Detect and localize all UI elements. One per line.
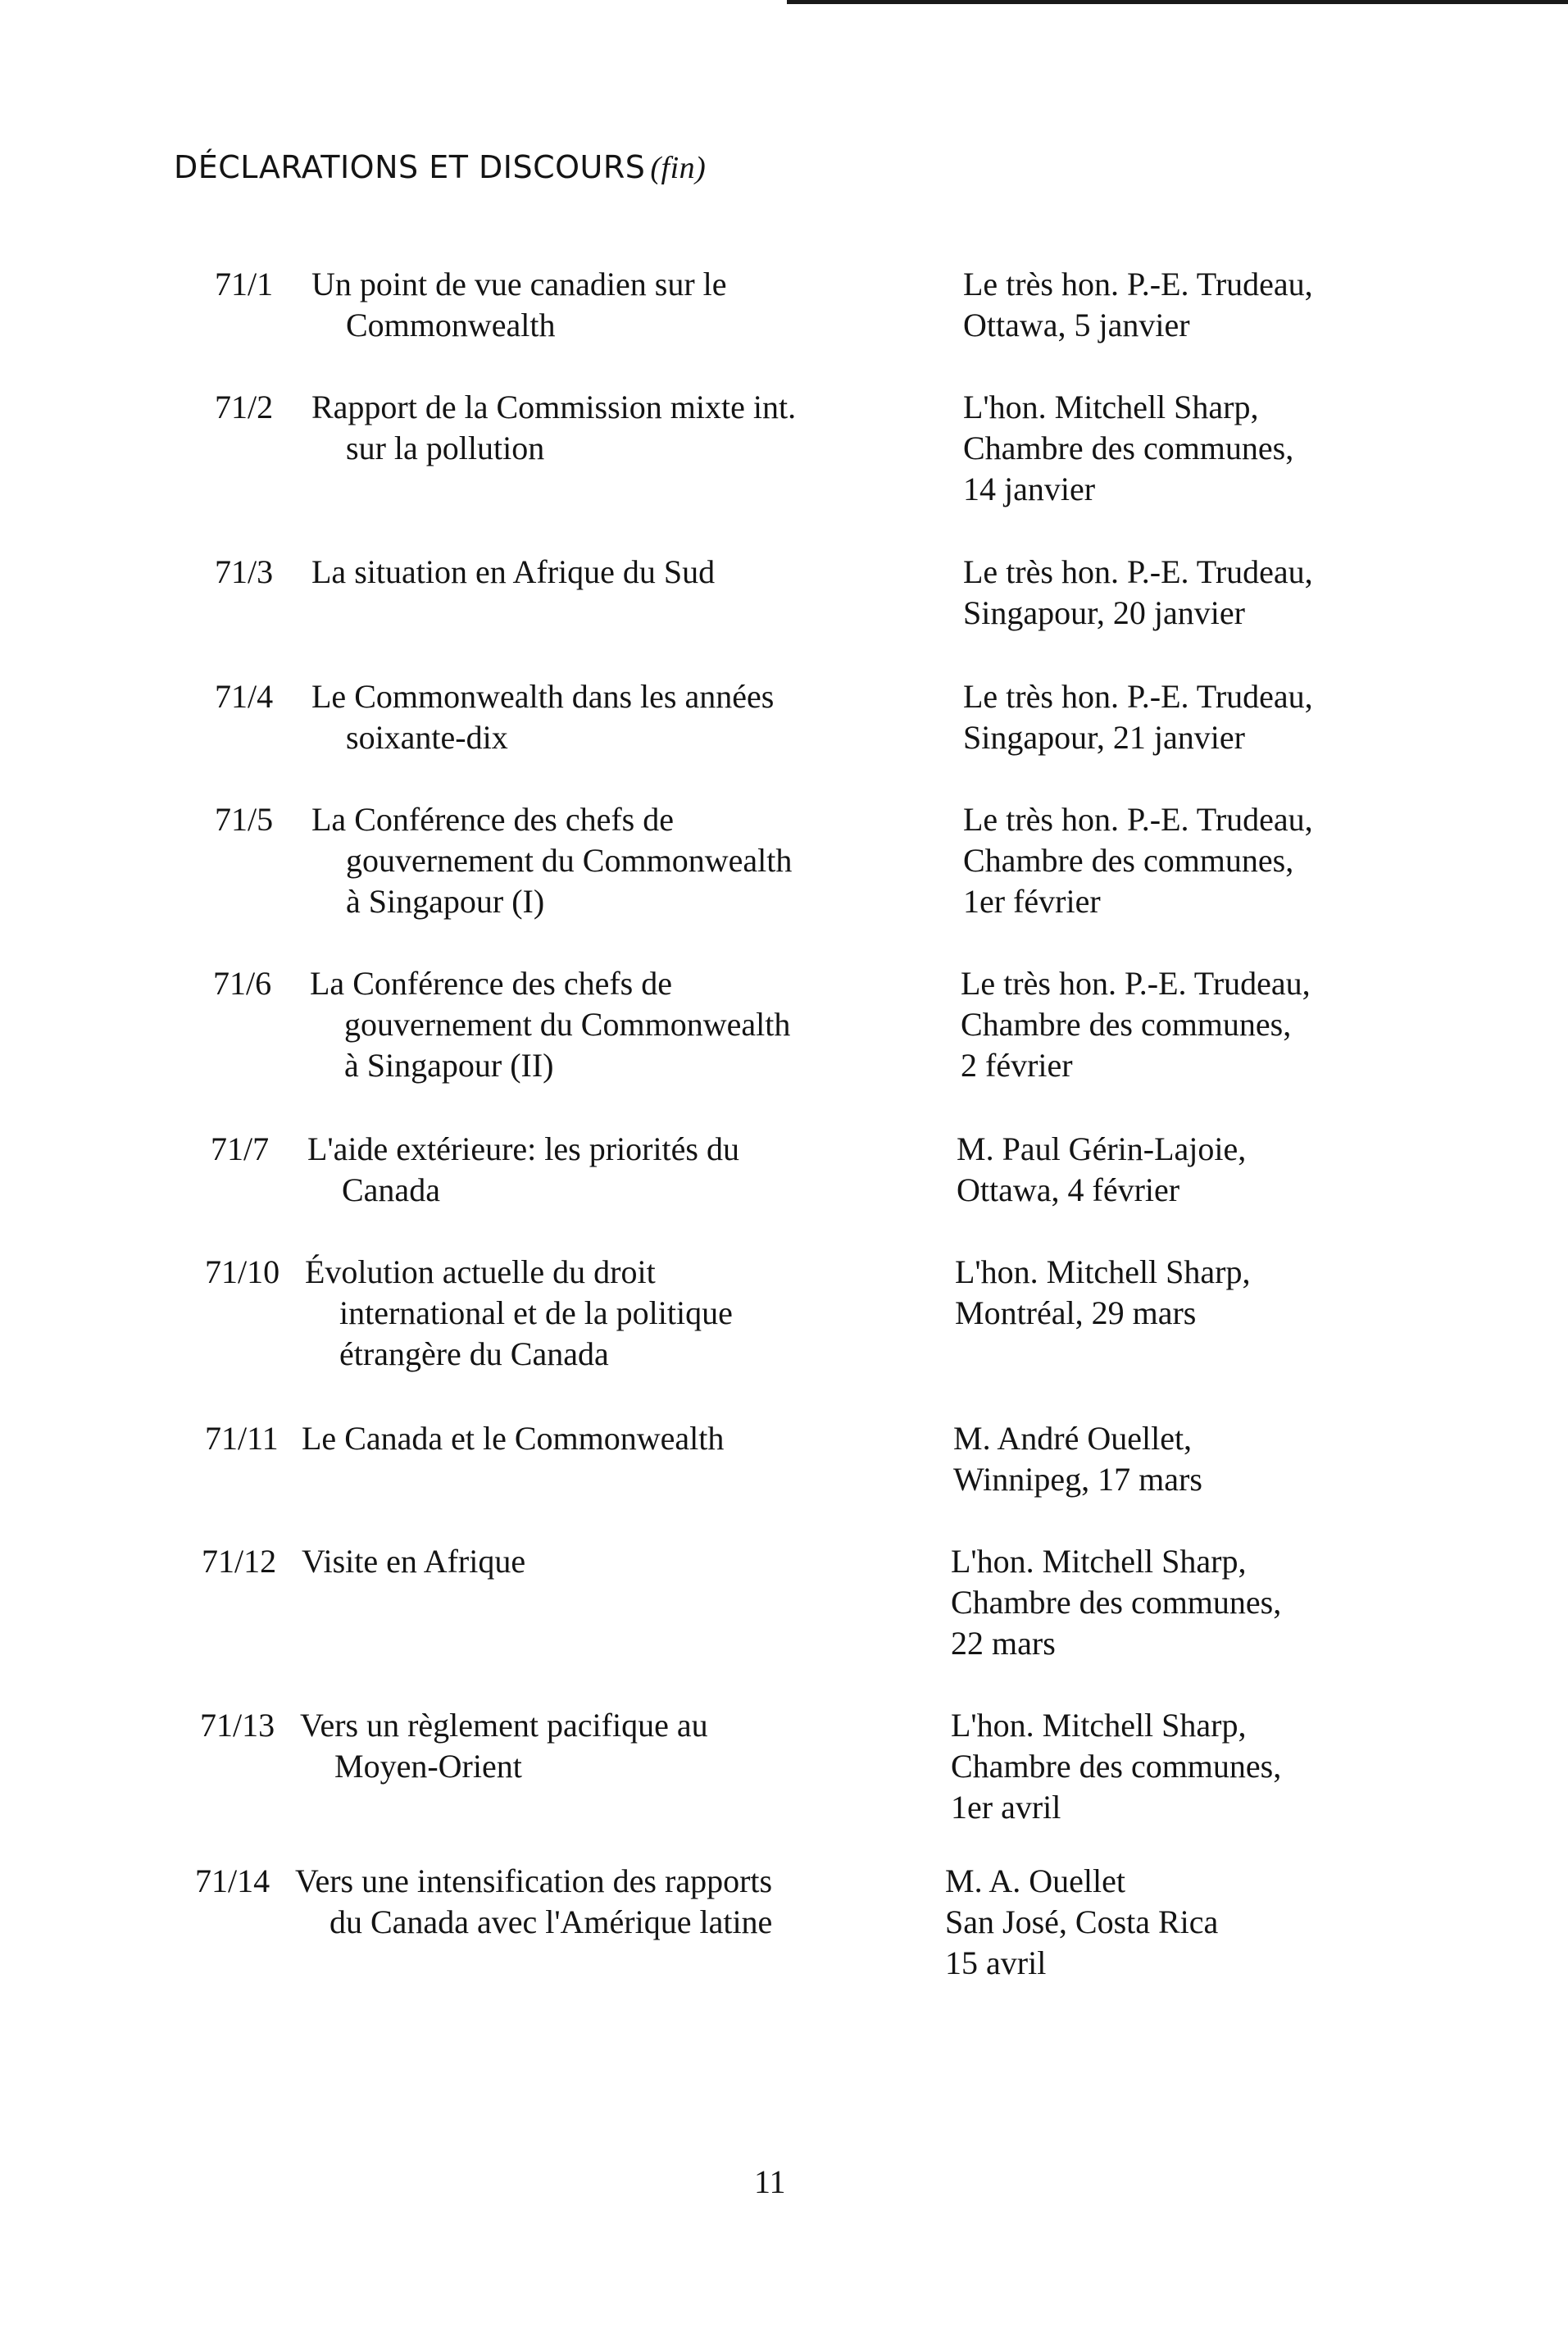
statement-title	[311, 799, 792, 922]
statement-speaker	[963, 387, 1293, 510]
statement-speaker-line: M. A. Ouellet	[945, 1862, 1125, 1899]
statement-number: 71/14	[195, 1862, 270, 1899]
statement-title-line: sur la pollution	[346, 430, 545, 466]
statement-title-line: Évolution actuelle du droit	[305, 1253, 656, 1290]
statement-number: 71/1	[215, 266, 274, 302]
statement-speaker	[951, 1541, 1281, 1664]
statement-title-line: La Conférence des chefs de	[310, 965, 672, 1002]
statement-title	[311, 387, 796, 469]
statement-number: 71/5	[215, 801, 274, 838]
statement-speaker	[963, 799, 1313, 922]
statement-speaker-line: Chambre des communes,	[951, 1584, 1282, 1621]
statement-title	[295, 1861, 772, 1943]
statement-speaker-line: Le très hon. P.-E. Trudeau,	[963, 801, 1313, 838]
statement-title-line: Canada	[342, 1171, 440, 1208]
statement-title-line: gouvernement du Commonwealth	[346, 842, 793, 879]
statement-speaker	[945, 1861, 1218, 1984]
statement-speaker	[955, 1252, 1251, 1334]
statement-speaker-line: Le très hon. P.-E. Trudeau,	[961, 965, 1311, 1002]
statement-speaker-line: 15 avril	[945, 1944, 1047, 1981]
statement-speaker	[961, 963, 1311, 1086]
statement-title	[300, 1705, 708, 1787]
statement-number: 71/13	[200, 1707, 275, 1744]
statement-number: 71/11	[205, 1420, 279, 1457]
statement-title	[302, 1541, 525, 1582]
statement-speaker	[963, 264, 1313, 346]
statement-speaker-line: Montréal, 29 mars	[955, 1294, 1197, 1331]
statement-speaker-line: 14 janvier	[963, 471, 1096, 507]
statement-title-line: Le Commonwealth dans les années	[311, 678, 775, 715]
statement-title-line: Moyen-Orient	[334, 1748, 522, 1785]
statement-speaker-line: M. Paul Gérin-Lajoie,	[957, 1130, 1247, 1167]
statement-speaker	[953, 1418, 1202, 1500]
page-number: 11	[754, 2163, 786, 2200]
statement-speaker-line: L'hon. Mitchell Sharp,	[951, 1707, 1247, 1744]
statement-number: 71/2	[215, 389, 274, 425]
statement-speaker	[963, 552, 1313, 634]
statement-title-line: à Singapour (II)	[344, 1047, 554, 1084]
statement-speaker	[963, 676, 1313, 758]
top-border-rule	[787, 0, 1568, 4]
statement-title-line: à Singapour (I)	[346, 883, 545, 920]
statement-title-line: Un point de vue canadien sur le	[311, 266, 727, 302]
statement-speaker-line: 1er février	[963, 883, 1101, 920]
section-heading-subtitle: (fin)	[650, 151, 707, 185]
statement-title-line: du Canada avec l'Amérique latine	[330, 1903, 773, 1940]
statement-number: 71/7	[211, 1130, 270, 1167]
statement-speaker	[957, 1129, 1246, 1211]
statement-speaker-line: 22 mars	[951, 1625, 1056, 1662]
statement-speaker-line: M. André Ouellet,	[953, 1420, 1193, 1457]
section-heading-title: DÉCLARATIONS ET DISCOURS	[174, 149, 646, 185]
statement-title	[311, 264, 727, 346]
statement-speaker-line: Winnipeg, 17 mars	[953, 1461, 1202, 1498]
statement-speaker-line: L'hon. Mitchell Sharp,	[955, 1253, 1251, 1290]
statement-speaker	[951, 1705, 1281, 1828]
statement-number: 71/3	[215, 553, 274, 590]
statement-speaker-line: 2 février	[961, 1047, 1073, 1084]
statement-title	[310, 963, 790, 1086]
statement-title-line: gouvernement du Commonwealth	[344, 1006, 791, 1043]
statement-title	[307, 1129, 739, 1211]
statement-title-line: soixante-dix	[346, 719, 508, 756]
statement-speaker-line: 1er avril	[951, 1789, 1061, 1826]
statement-number: 71/6	[213, 965, 272, 1002]
statement-title-line: étrangère du Canada	[339, 1335, 609, 1372]
section-heading	[174, 149, 706, 186]
statement-speaker-line: L'hon. Mitchell Sharp,	[963, 389, 1259, 425]
statement-number: 71/12	[202, 1543, 277, 1580]
statement-title-line: Rapport de la Commission mixte int.	[311, 389, 797, 425]
statement-title-line: Vers un règlement pacifique au	[300, 1707, 708, 1744]
statement-title-line: Le Canada et le Commonwealth	[302, 1420, 725, 1457]
statement-title-line: L'aide extérieure: les priorités du	[307, 1130, 739, 1167]
statement-title-line: La situation en Afrique du Sud	[311, 553, 716, 590]
statement-number: 71/4	[215, 678, 274, 715]
statement-title-line: Vers une intensification des rapports	[295, 1862, 773, 1899]
statement-title	[311, 676, 774, 758]
statement-speaker-line: Chambre des communes,	[951, 1748, 1282, 1785]
statement-speaker-line: Chambre des communes,	[961, 1006, 1292, 1043]
statement-title-line: international et de la politique	[339, 1294, 733, 1331]
statement-title	[311, 552, 715, 593]
statement-speaker-line: L'hon. Mitchell Sharp,	[951, 1543, 1247, 1580]
statement-speaker-line: Singapour, 21 janvier	[963, 719, 1245, 756]
statement-title-line: Visite en Afrique	[302, 1543, 526, 1580]
statement-number: 71/10	[205, 1253, 280, 1290]
statement-speaker-line: Chambre des communes,	[963, 430, 1294, 466]
statement-speaker-line: Le très hon. P.-E. Trudeau,	[963, 553, 1313, 590]
statement-speaker-line: Ottawa, 5 janvier	[963, 307, 1190, 343]
statement-title	[302, 1418, 724, 1459]
statement-title-line: La Conférence des chefs de	[311, 801, 674, 838]
statement-title-line: Commonwealth	[346, 307, 556, 343]
statement-title	[305, 1252, 733, 1375]
statement-speaker-line: Ottawa, 4 février	[957, 1171, 1180, 1208]
statement-speaker-line: Singapour, 20 janvier	[963, 594, 1245, 631]
statement-speaker-line: San José, Costa Rica	[945, 1903, 1219, 1940]
statement-speaker-line: Le très hon. P.-E. Trudeau,	[963, 678, 1313, 715]
statement-speaker-line: Le très hon. P.-E. Trudeau,	[963, 266, 1313, 302]
statement-speaker-line: Chambre des communes,	[963, 842, 1294, 879]
